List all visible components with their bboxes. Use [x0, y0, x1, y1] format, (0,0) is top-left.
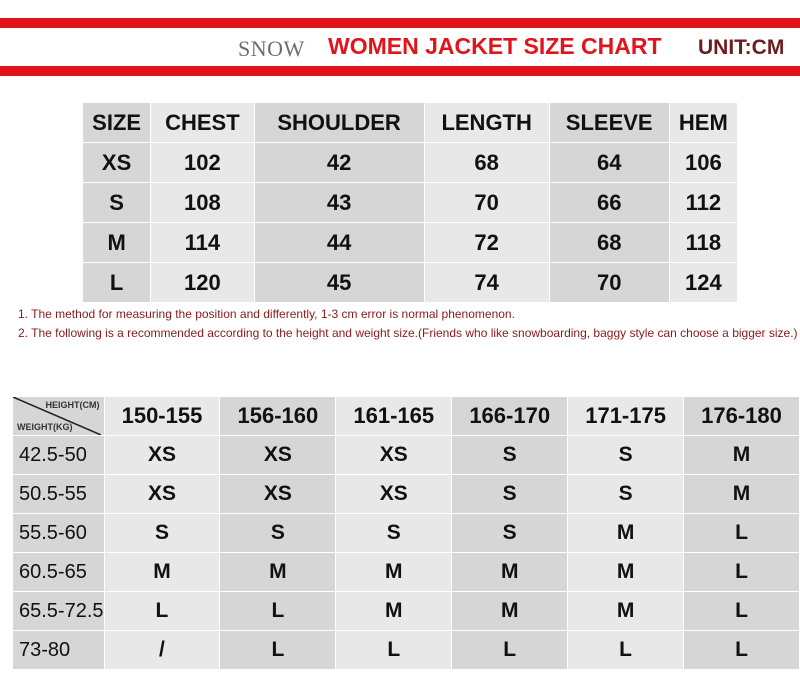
chart-title: WOMEN JACKET SIZE CHART: [328, 33, 662, 59]
table-cell: 72: [424, 223, 549, 263]
table-cell: L: [684, 514, 800, 553]
table-cell: M: [336, 553, 452, 592]
table-cell: XS: [104, 475, 220, 514]
table-row: [13, 631, 800, 670]
table-row: [83, 183, 738, 223]
column-header: SLEEVE: [549, 103, 669, 143]
table-cell: XS: [83, 143, 151, 183]
table-row: [83, 263, 738, 303]
table-cell: XS: [104, 436, 220, 475]
table-cell: M: [568, 514, 684, 553]
table-cell: XS: [220, 436, 336, 475]
note-recommendation: 2. The following is a recommended according to the height and weight size.(Friends who like snowboarding, baggy style can choose a bigger size.): [18, 326, 798, 340]
table-cell: 64: [549, 143, 669, 183]
table-cell: 108: [151, 183, 254, 223]
table-cell: S: [452, 514, 568, 553]
table-cell: 124: [669, 263, 737, 303]
table-cell: M: [684, 475, 800, 514]
table-cell: M: [336, 592, 452, 631]
table-row: [13, 553, 800, 592]
corner-cell: [13, 397, 105, 436]
table-cell: S: [452, 475, 568, 514]
table-cell: S: [104, 514, 220, 553]
height-header: 156-160: [220, 397, 336, 436]
table-cell: 120: [151, 263, 254, 303]
table-row: [83, 223, 738, 263]
table-row: [13, 592, 800, 631]
table-cell: M: [452, 553, 568, 592]
table-cell: S: [568, 436, 684, 475]
table-cell: S: [336, 514, 452, 553]
table-cell: L: [452, 631, 568, 670]
table-cell: 45: [254, 263, 424, 303]
height-header: 150-155: [104, 397, 220, 436]
weight-cell: 65.5-72.5: [13, 592, 105, 631]
table-cell: M: [684, 436, 800, 475]
table-cell: L: [684, 553, 800, 592]
table-cell: S: [568, 475, 684, 514]
table-cell: M: [568, 592, 684, 631]
weight-cell: 73-80: [13, 631, 105, 670]
table-cell: 70: [549, 263, 669, 303]
table-header-row: [13, 397, 800, 436]
table-cell: S: [83, 183, 151, 223]
height-header: 161-165: [336, 397, 452, 436]
column-header: HEM: [669, 103, 737, 143]
height-weight-fit-table: [12, 396, 800, 670]
height-axis-label: HEIGHT(CM): [45, 400, 100, 410]
weight-axis-label: WEIGHT(KG): [17, 422, 73, 432]
table-cell: XS: [336, 475, 452, 514]
size-measurement-table: [82, 102, 738, 303]
table-cell: 106: [669, 143, 737, 183]
table-row: [13, 514, 800, 553]
brand-name: SNOW: [238, 36, 305, 61]
unit-label: UNIT:CM: [698, 36, 785, 59]
table-cell: S: [452, 436, 568, 475]
table-cell: L: [83, 263, 151, 303]
table-cell: L: [684, 592, 800, 631]
table-cell: 44: [254, 223, 424, 263]
table-cell: M: [83, 223, 151, 263]
column-header: SHOULDER: [254, 103, 424, 143]
table-row: [13, 475, 800, 514]
table-cell: L: [220, 592, 336, 631]
notes-section: [18, 306, 798, 344]
table-cell: L: [568, 631, 684, 670]
weight-cell: 42.5-50: [13, 436, 105, 475]
table-cell: 42: [254, 143, 424, 183]
table-cell: 43: [254, 183, 424, 223]
table-cell: 68: [424, 143, 549, 183]
table-cell: XS: [336, 436, 452, 475]
note-measurement: 1. The method for measuring the position and differently, 1-3 cm error is normal phenomenon.: [18, 307, 515, 321]
table-cell: M: [104, 553, 220, 592]
column-header: SIZE: [83, 103, 151, 143]
table-cell: L: [684, 631, 800, 670]
table-cell: L: [336, 631, 452, 670]
table-cell: M: [452, 592, 568, 631]
table-cell: 66: [549, 183, 669, 223]
table-cell: M: [568, 553, 684, 592]
table-row: [83, 143, 738, 183]
weight-cell: 50.5-55: [13, 475, 105, 514]
table-cell: 74: [424, 263, 549, 303]
table-cell: S: [220, 514, 336, 553]
table-cell: M: [220, 553, 336, 592]
table-cell: L: [104, 592, 220, 631]
table-cell: L: [220, 631, 336, 670]
table-cell: 114: [151, 223, 254, 263]
height-header: 166-170: [452, 397, 568, 436]
table-cell: XS: [220, 475, 336, 514]
table-cell: 118: [669, 223, 737, 263]
column-header: LENGTH: [424, 103, 549, 143]
table-row: [13, 436, 800, 475]
height-header: 171-175: [568, 397, 684, 436]
table-header-row: [83, 103, 738, 143]
column-header: CHEST: [151, 103, 254, 143]
table-cell: 70: [424, 183, 549, 223]
weight-cell: 60.5-65: [13, 553, 105, 592]
table-cell: /: [104, 631, 220, 670]
table-cell: 102: [151, 143, 254, 183]
table-cell: 68: [549, 223, 669, 263]
weight-cell: 55.5-60: [13, 514, 105, 553]
table-cell: 112: [669, 183, 737, 223]
height-header: 176-180: [684, 397, 800, 436]
